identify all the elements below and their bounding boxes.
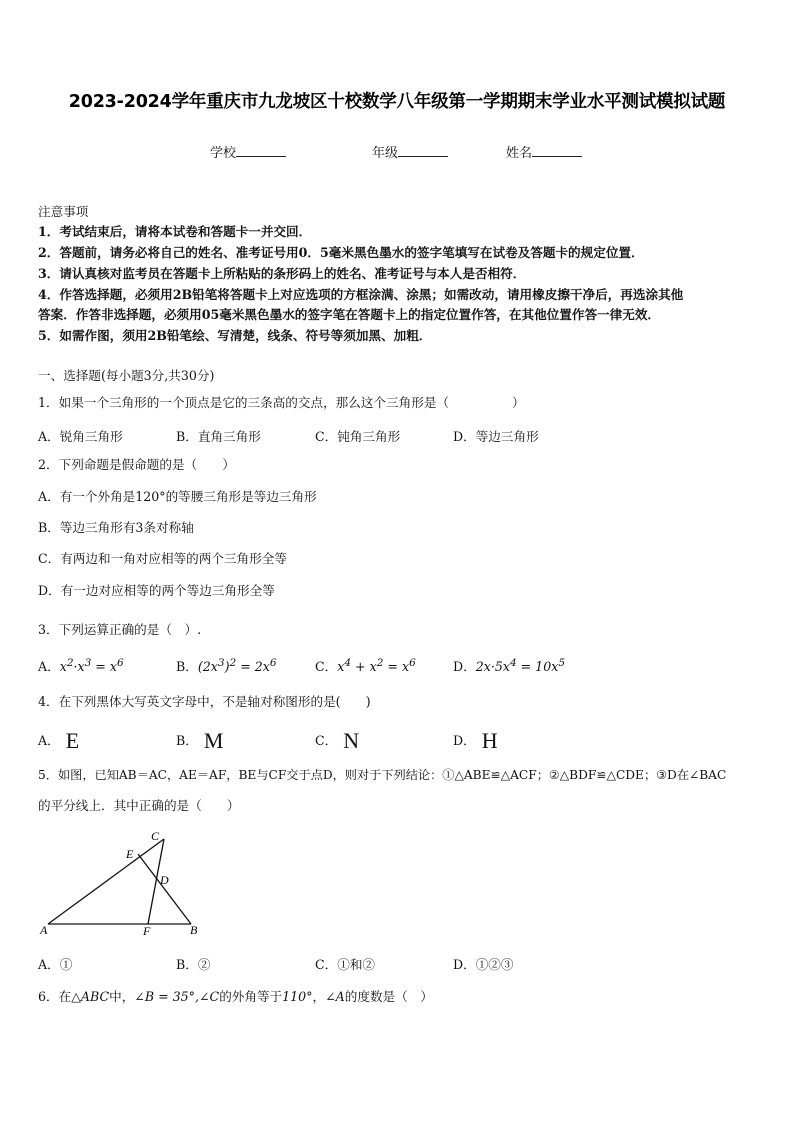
q3-expr-b: $(2x^3)^2 = 2x^6$ xyxy=(197,656,277,674)
q6-suffix: 的度数是（ ） xyxy=(344,989,433,1004)
q5-option-c[interactable]: C．①和② xyxy=(315,957,376,972)
q2-option-b[interactable]: B．等边三角形有3条对称轴 xyxy=(38,520,194,535)
grade-blank[interactable] xyxy=(398,144,448,157)
note-item-4-cont: 答案．作答非选择题，必须用05毫米黑色墨水的签字笔在答题卡上的指定位置作答，在其他位置作答一律无效． xyxy=(38,307,661,322)
q4-letter-e: E xyxy=(65,728,80,753)
q3-label-a: A． xyxy=(38,659,60,674)
q1-option-d[interactable]: D．等边三角形 xyxy=(453,429,539,444)
q4-label-d: D． xyxy=(453,733,476,748)
q2-option-d[interactable]: D．有一边对应相等的两个等边三角形全等 xyxy=(38,583,275,598)
q3-expr-a: $x^2\cdot x^3 = x^6$ xyxy=(59,656,124,674)
school-label: 学校 xyxy=(210,146,237,161)
q6-mid3: ， xyxy=(312,989,326,1004)
q4-letter-n: N xyxy=(343,728,360,753)
q4-option-a[interactable] xyxy=(38,728,79,754)
note-item-3: 3．请认真核对监考员在答题卡上所粘贴的条形码上的姓名、准考证号与本人是否相符． xyxy=(38,266,526,281)
q5-stem-line2: 的平分线上．其中正确的是（ ） xyxy=(38,798,240,813)
point-label-d: D xyxy=(160,873,169,887)
section-heading: 一、选择题(每小题3分,共30分) xyxy=(38,368,215,383)
q6-mid2: 的外角等于 xyxy=(219,989,283,1004)
q4-label-a: A． xyxy=(38,733,60,748)
q6-angle-b-c: ∠B = 35°,∠C xyxy=(134,989,220,1004)
q5-options xyxy=(38,954,598,972)
q4-options xyxy=(38,728,598,752)
note-item-5: 5．如需作图，须用2B铅笔绘、写清楚，线条、符号等须加黑、加粗． xyxy=(38,328,432,343)
q4-stem: 4．在下列黑体大写英文字母中，不是轴对称图形的是( ) xyxy=(38,694,371,709)
q5-option-b[interactable]: B．② xyxy=(176,957,211,972)
q4-option-d[interactable] xyxy=(453,728,498,754)
q6-stem xyxy=(38,988,433,1006)
q3-option-b[interactable] xyxy=(176,656,277,675)
q4-letter-h: H xyxy=(481,728,498,753)
line-ac xyxy=(48,839,164,924)
line-be xyxy=(138,854,191,924)
q4-option-c[interactable] xyxy=(315,728,359,754)
point-label-f: F xyxy=(143,924,151,938)
q1-option-c[interactable]: C．钝角三角形 xyxy=(315,429,401,444)
q4-label-c: C． xyxy=(315,733,338,748)
q5-figure xyxy=(38,826,204,938)
q1-option-b[interactable]: B．直角三角形 xyxy=(176,429,261,444)
name-label: 姓名 xyxy=(506,146,533,161)
q3-label-b: B． xyxy=(176,659,198,674)
q4-letter-m: M xyxy=(203,728,224,753)
q3-stem: 3．下列运算正确的是（ ）. xyxy=(38,622,202,637)
q6-angle-a: ∠A xyxy=(325,989,345,1004)
q3-option-a[interactable] xyxy=(38,656,124,675)
q5-stem-line1: 5．如图，已知AB＝AC，AE＝AF，BE与CF交于点D，则对于下列结论：①△ABE≌△ACF；②△BDF≌△CDE；③D在∠BAC xyxy=(38,768,727,782)
q4-label-b: B． xyxy=(176,733,198,748)
note-item-4: 4．作答选择题，必须用2B铅笔将答题卡上对应选项的方框涂满、涂黑；如需改动，请用橡皮擦干净后，再选涂其他 xyxy=(38,287,684,302)
q5-option-a[interactable]: A．① xyxy=(38,957,73,972)
q2-option-a[interactable]: A．有一个外角是120°的等腰三角形是等边三角形 xyxy=(38,489,317,504)
q6-prefix: 6．在 xyxy=(38,989,72,1004)
q5-option-d[interactable]: D．①②③ xyxy=(453,957,514,972)
school-field xyxy=(210,142,286,161)
grade-field xyxy=(372,142,448,161)
q1-stem: 1．如果一个三角形的一个顶点是它的三条高的交点，那么这个三角形是（ ） xyxy=(38,395,525,410)
q4-option-b[interactable] xyxy=(176,728,223,754)
q2-option-c[interactable]: C．有两边和一角对应相等的两个三角形全等 xyxy=(38,551,287,566)
q3-expr-c: $x^4 + x^2 = x^6$ xyxy=(337,656,416,674)
q3-options xyxy=(38,656,598,676)
q3-option-d[interactable] xyxy=(453,656,565,675)
note-item-1: 1．考试结束后，请将本试卷和答题卡一并交回． xyxy=(38,224,312,239)
point-label-b: B xyxy=(190,923,198,937)
q1-option-a[interactable]: A．锐角三角形 xyxy=(38,429,123,444)
q6-mid1: 中， xyxy=(109,989,135,1004)
q6-degree: 110° xyxy=(282,989,313,1004)
point-label-a: A xyxy=(40,923,48,937)
q1-options xyxy=(38,426,598,444)
name-field xyxy=(506,142,582,161)
point-label-e: E xyxy=(126,847,134,861)
name-blank[interactable] xyxy=(532,144,582,157)
page-title: 2023-2024学年重庆市九龙坡区十校数学八年级第一学期期末学业水平测试模拟试题 xyxy=(68,92,726,112)
q3-expr-d: $2x\cdot 5x^4 = 10x^5$ xyxy=(475,656,565,674)
q6-triangle: △ABC xyxy=(71,989,110,1004)
q2-stem: 2．下列命题是假命题的是（ ） xyxy=(38,457,235,472)
grade-label: 年级 xyxy=(372,146,399,161)
q3-option-c[interactable] xyxy=(315,656,416,675)
q3-label-c: C． xyxy=(315,659,338,674)
q3-label-d: D． xyxy=(453,659,476,674)
notes-heading: 注意事项 xyxy=(38,204,89,219)
note-item-2: 2．答题前，请务必将自己的姓名、准考证号用0．5毫米黑色墨水的签字笔填写在试卷及答题卡的规定位置． xyxy=(38,245,644,260)
school-blank[interactable] xyxy=(236,144,286,157)
point-label-c: C xyxy=(151,829,160,843)
